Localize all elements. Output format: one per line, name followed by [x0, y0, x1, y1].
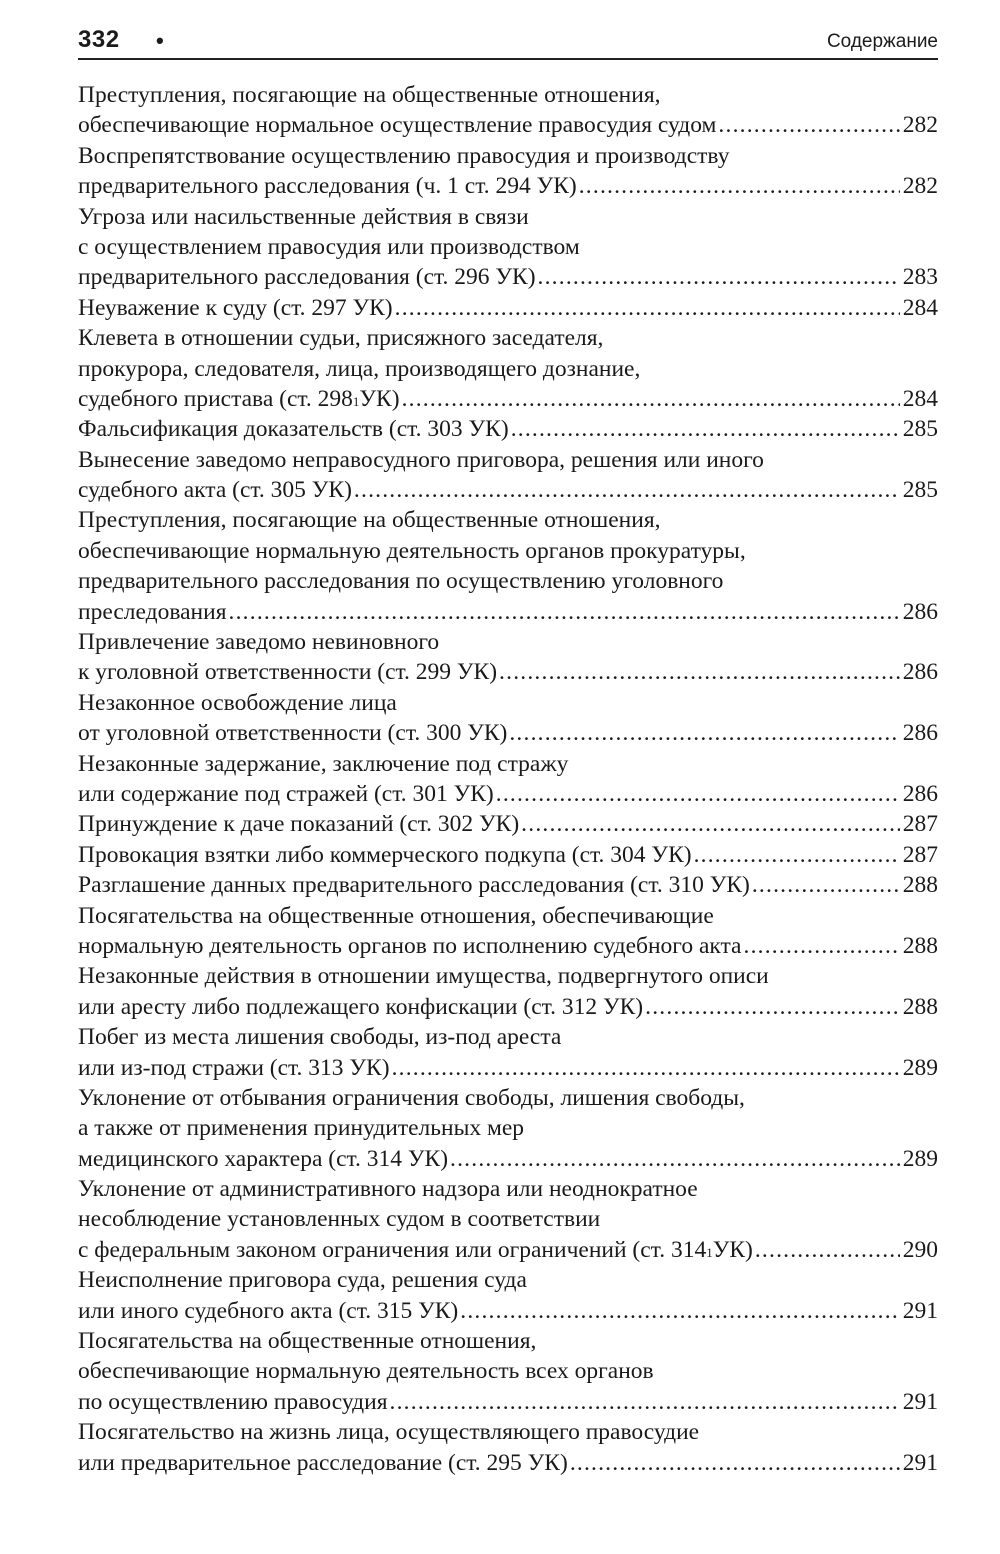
toc-entry-text: или предварительное расследование (ст. 295 УК) — [78, 1449, 568, 1476]
toc-entry-text: Воспрепятствование осуществлению правосудия и производству — [78, 142, 730, 169]
toc-entry-line — [78, 202, 938, 232]
dot-leader — [718, 110, 899, 140]
toc-entry — [78, 1417, 938, 1478]
toc-entry-text: или иного судебного акта (ст. 315 УК) — [78, 1297, 459, 1324]
toc-entry-text: Посягательства на общественные отношения, обеспечивающие — [78, 902, 714, 929]
toc-entry-line — [78, 80, 938, 110]
toc-entry-text: Преступления, посягающие на общественные отношения, — [78, 507, 661, 534]
toc-entry-text: Неисполнение приговора суда, решения суда — [78, 1267, 527, 1294]
toc-entry-text: обеспечивающие нормальную деятельность всех органов — [78, 1358, 654, 1385]
toc-entry-text: Посягательство на жизнь лица, осуществляющего правосудие — [78, 1419, 700, 1446]
toc-entry-text: Незаконное освобождение лица — [78, 689, 397, 716]
toc-entry — [78, 141, 938, 202]
dot-leader — [645, 992, 900, 1022]
toc-entry-text: Вынесение заведомо неправосудного приговора, решения или иного — [78, 446, 764, 473]
toc-entry — [78, 961, 938, 1022]
toc-entry-text: от уголовной ответственности (ст. 300 УК) — [78, 720, 508, 747]
dot-leader — [744, 931, 900, 961]
toc-entry-text: судебного акта (ст. 305 УК) — [78, 477, 352, 504]
toc-page-number: 284 — [902, 294, 938, 321]
toc-entry-line — [78, 536, 938, 566]
toc-entry — [78, 202, 938, 293]
toc-entry — [78, 445, 938, 506]
toc-entry-text: прокурора, следователя, лица, производящего дознание, — [78, 355, 641, 382]
toc-entry-text: к уголовной ответственности (ст. 299 УК) — [78, 659, 498, 686]
toc-entry-line — [78, 1022, 938, 1052]
toc-entry-text: Неуважение к суду (ст. 297 УК) — [78, 294, 393, 321]
dot-leader — [402, 384, 900, 414]
dot-leader — [511, 414, 900, 444]
toc-entry-line — [78, 505, 938, 535]
toc-entry-line — [78, 1387, 938, 1417]
toc-entry-line — [78, 1296, 938, 1326]
toc-page-number: 285 — [902, 477, 938, 504]
toc-entry-text: Посягательства на общественные отношения, — [78, 1328, 537, 1355]
toc-entry — [78, 627, 938, 688]
toc-entry-text: или содержание под стражей (ст. 301 УК) — [78, 780, 494, 807]
toc-entry-text: Уклонение от отбывания ограничения свободы, лишения свободы, — [78, 1084, 745, 1111]
toc-entry — [78, 505, 938, 627]
toc-entry-text: или аресту либо подлежащего конфискации (ст. 312 УК) — [78, 993, 644, 1020]
toc-entry-text: обеспечивающие нормальное осуществление правосудия судом — [78, 112, 717, 139]
toc-entry-text: Клевета в отношении судьи, присяжного заседателя, — [78, 325, 604, 352]
toc-entry — [78, 901, 938, 962]
toc-entry-line — [78, 1417, 938, 1447]
toc-entry-line — [78, 688, 938, 718]
toc-entry-line — [78, 627, 938, 657]
toc-entry — [78, 1083, 938, 1174]
toc-entry-line — [78, 597, 938, 627]
dot-leader — [755, 1235, 900, 1265]
toc-entry-line — [78, 1053, 938, 1083]
toc-entry-text: с федеральным законом ограничения или ограничений (ст. 314 — [78, 1236, 707, 1263]
dot-leader — [521, 809, 900, 839]
dot-leader — [499, 657, 900, 687]
page-header — [78, 22, 938, 60]
toc-entry — [78, 1326, 938, 1417]
toc-entry-line — [78, 171, 938, 201]
dot-leader — [579, 171, 900, 201]
toc-entry-line — [78, 323, 938, 353]
toc-page-number: 287 — [902, 841, 938, 868]
toc-page-number: 289 — [902, 1054, 938, 1081]
toc-entry-line — [78, 110, 938, 140]
toc-entry-line — [78, 475, 938, 505]
dot-leader — [496, 779, 900, 809]
toc-page-number: 291 — [902, 1388, 938, 1415]
toc-page-number: 291 — [902, 1297, 938, 1324]
toc-entry — [78, 1174, 938, 1265]
toc-entry — [78, 688, 938, 749]
toc-entry — [78, 323, 938, 414]
toc-page-number: 291 — [902, 1449, 938, 1476]
toc-entry — [78, 870, 938, 900]
toc-entry — [78, 293, 938, 323]
toc-entry-suffix: УК) — [712, 1236, 753, 1263]
page-number: 332 — [78, 26, 120, 53]
toc-entry-line — [78, 718, 938, 748]
toc-page-number: 282 — [902, 112, 938, 139]
toc-entry-text: Разглашение данных предварительного расследования (ст. 310 УК) — [78, 872, 750, 899]
toc-entry — [78, 840, 938, 870]
toc-entry-line — [78, 1144, 938, 1174]
dot-leader — [450, 1144, 900, 1174]
toc-entry-text: Преступления, посягающие на общественные отношения, — [78, 82, 661, 108]
toc-page-number: 283 — [902, 264, 938, 291]
toc-page-number: 288 — [902, 932, 938, 959]
toc-entry-suffix: УК) — [359, 385, 400, 412]
toc-entry-text: Уклонение от административного надзора или неоднократное — [78, 1176, 698, 1203]
toc-entry-line — [78, 293, 938, 323]
toc-entry-text: предварительного расследования (ст. 296 УК) — [78, 264, 536, 291]
toc-page-number: 289 — [902, 1145, 938, 1172]
toc-page-number: 288 — [902, 993, 938, 1020]
toc-page-number: 284 — [902, 385, 938, 412]
toc-entry-line — [78, 901, 938, 931]
toc-entry-text: преследования — [78, 598, 227, 625]
toc-entry-line — [78, 749, 938, 779]
toc-entry-line — [78, 992, 938, 1022]
running-title: Содержание — [826, 31, 938, 52]
toc-entry-line — [78, 1174, 938, 1204]
dot-leader — [460, 1296, 900, 1326]
toc-entry-text: предварительного расследования по осуществлению уголовного — [78, 568, 724, 595]
toc-entry-line — [78, 1448, 938, 1478]
toc-entry — [78, 809, 938, 839]
toc-entry-line — [78, 262, 938, 292]
toc-entry-line — [78, 141, 938, 171]
toc-page-number: 286 — [902, 659, 938, 686]
table-of-contents — [78, 80, 938, 1478]
toc-entry-line — [78, 870, 938, 900]
toc-page-number: 286 — [902, 780, 938, 807]
toc-entry-text: Побег из места лишения свободы, из-под ареста — [78, 1024, 562, 1051]
dot-leader — [694, 840, 900, 870]
dot-leader — [395, 293, 900, 323]
dot-leader — [538, 262, 900, 292]
toc-entry-line — [78, 961, 938, 991]
dot-leader — [509, 718, 899, 748]
toc-entry-text: Привлечение заведомо невиновного — [78, 629, 440, 656]
toc-entry-line — [78, 1083, 938, 1113]
toc-entry — [78, 749, 938, 810]
toc-entry-line — [78, 414, 938, 444]
toc-entry-text: Угроза или насильственные действия в связи — [78, 203, 529, 230]
toc-entry — [78, 1265, 938, 1326]
toc-entry-text: судебного пристава (ст. 298 — [78, 385, 353, 412]
toc-entry-line — [78, 445, 938, 475]
toc-entry-text: медицинского характера (ст. 314 УК) — [78, 1145, 449, 1172]
toc-entry-text: несоблюдение установленных судом в соответствии — [78, 1206, 601, 1233]
toc-entry-line: судебного пристава (ст. 298 1 УК) ..... 284 — [78, 384, 938, 414]
toc-entry-line — [78, 232, 938, 262]
toc-page-number: 282 — [902, 173, 938, 200]
dot-leader — [752, 870, 900, 900]
dot-leader — [392, 1053, 900, 1083]
toc-page-number: 288 — [902, 872, 938, 899]
toc-entry-line — [78, 931, 938, 961]
toc-page-number: 286 — [902, 720, 938, 747]
toc-entry-text: с осуществлением правосудия или производством — [78, 233, 580, 260]
dot-leader — [390, 1387, 900, 1417]
toc-page-number: 286 — [902, 598, 938, 625]
toc-entry-text: нормальную деятельность органов по исполнению судебного акта — [78, 932, 742, 959]
toc-entry-line — [78, 1265, 938, 1295]
toc-entry — [78, 1022, 938, 1083]
toc-entry-line — [78, 657, 938, 687]
toc-entry-line — [78, 1326, 938, 1356]
header-bullet: • — [156, 28, 164, 53]
dot-leader — [229, 597, 900, 627]
toc-entry-text: или из-под стражи (ст. 313 УК) — [78, 1054, 390, 1081]
toc-entry — [78, 414, 938, 444]
toc-entry-line — [78, 1113, 938, 1143]
toc-page-number: 287 — [902, 811, 938, 838]
toc-entry-line — [78, 566, 938, 596]
dot-leader — [570, 1448, 900, 1478]
toc-entry-text: Фальсификация доказательств (ст. 303 УК) — [78, 416, 509, 443]
toc-entry-text: предварительного расследования (ч. 1 ст. 294 УК) — [78, 173, 577, 200]
toc-page-number: 290 — [902, 1236, 938, 1263]
toc-entry-text: обеспечивающие нормальную деятельность органов прокуратуры, — [78, 537, 746, 564]
toc-entry-text: по осуществлению правосудия — [78, 1388, 388, 1415]
toc-entry-line: с федеральным законом ограничения или ограничений (ст. 314 1 УК) ..... 290 — [78, 1235, 938, 1265]
toc-entry-text: Незаконные действия в отношении имущества, подвергнутого описи — [78, 963, 769, 990]
toc-entry-text: Провокация взятки либо коммерческого подкупа (ст. 304 УК) — [78, 841, 692, 868]
toc-entry-line — [78, 809, 938, 839]
toc-entry-text: Незаконные задержание, заключение под стражу — [78, 750, 569, 777]
dot-leader — [354, 475, 900, 505]
toc-entry-text: Принуждение к даче показаний (ст. 302 УК) — [78, 811, 520, 838]
toc-entry-line — [78, 779, 938, 809]
toc-entry — [78, 80, 938, 141]
toc-entry-line — [78, 354, 938, 384]
toc-entry-text: а также от применения принудительных мер — [78, 1115, 525, 1142]
toc-entry-line — [78, 1356, 938, 1386]
toc-entry-line — [78, 840, 938, 870]
toc-page-number: 285 — [902, 416, 938, 443]
toc-entry-line — [78, 1204, 938, 1234]
